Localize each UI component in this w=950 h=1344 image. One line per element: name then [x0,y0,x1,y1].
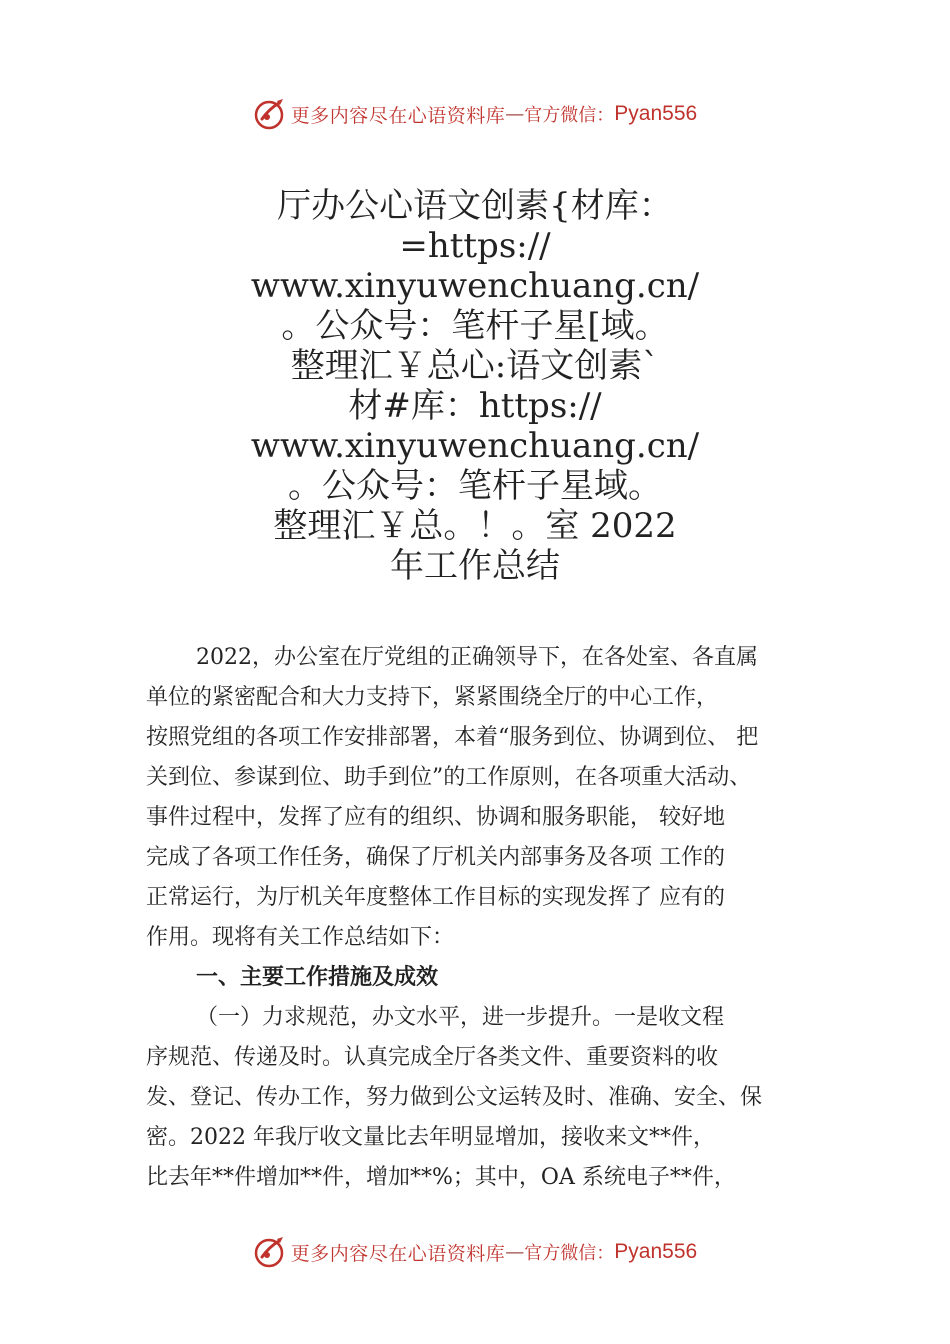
paragraph-line: 2022，办公室在厅党组的正确领导下，在各处室、各直属 [196,645,758,670]
watermark-footer [0,1232,950,1272]
title-line: 厅办公心语文创素{材库： [277,186,673,226]
watermark-wechat-id: Pyan556 [614,1240,698,1263]
paragraph-line: 事件过程中，发挥了应有的组织、协调和服务职能， 较好地 [146,805,725,830]
watermark-text: 更多内容尽在心语资料库 [290,104,506,127]
section-heading: 一、主要工作措施及成效 [196,965,439,990]
title-line: 整理汇￥总心:语文创素` [290,346,660,386]
watermark-text: 更多内容尽在心语资料库 [290,1242,506,1265]
brush-seal-logo-icon [253,97,287,131]
watermark-header [0,94,950,134]
title-line: 。公众号：笔杆子星域。 [288,466,662,506]
brush-seal-logo-icon [253,1235,287,1269]
title-line: 材#库：https:// [348,386,602,426]
paragraph-line: 密。2022 年我厅收文量比去年明显增加，接收来文**件， [146,1125,715,1150]
watermark-dash: — [505,103,525,125]
watermark-wechat-label: 官方微信： [524,1243,615,1264]
paragraph-line: 按照党组的各项工作安排部署，本着“服务到位、协调到位、 把 [146,725,759,750]
paragraph-line: 关到位、参谋到位、助手到位”的工作原则，在各项重大活动、 [146,765,752,790]
paragraph-line: 序规范、传递及时。认真完成全厅各类文件、重要资料的收 [146,1045,719,1070]
title-line: 整理汇￥总。！。室 2022 [273,506,677,546]
title-line: 。公众号：笔杆子星[域。 [281,306,669,346]
paragraph-line: 比去年**件增加**件，增加**%；其中，OA 系统电子**件， [146,1165,736,1190]
title-line: =https:// [399,226,551,266]
title-line: 年工作总结 [390,546,560,586]
paragraph-line: （一）力求规范，办文水平，进一步提升。一是收文程 [196,1005,725,1030]
watermark-wechat-label: 官方微信： [524,105,615,126]
document-body [146,638,836,1198]
paragraph-line: 单位的紧密配合和大力支持下，紧紧围绕全厅的中心工作， [146,685,719,710]
title-line: www.xinyuwenchuang.cn/ [250,266,700,306]
watermark-dash: — [505,1241,525,1263]
paragraph-line: 发、登记、传办工作，努力做到公文运转及时、准确、安全、保 [146,1085,763,1110]
paragraph-line: 完成了各项工作任务，确保了厅机关内部事务及各项 工作的 [146,845,725,870]
paragraph-line: 正常运行，为厅机关年度整体工作目标的实现发挥了 应有的 [146,885,725,910]
watermark-wechat-id: Pyan556 [614,102,698,125]
title-line: www.xinyuwenchuang.cn/ [250,426,700,466]
document-title [150,186,800,586]
paragraph-line: 作用。现将有关工作总结如下： [146,925,455,950]
